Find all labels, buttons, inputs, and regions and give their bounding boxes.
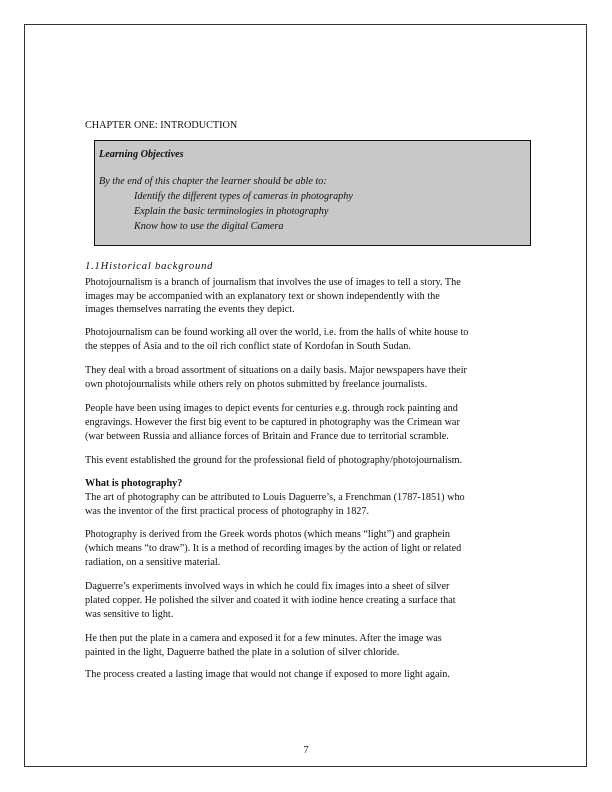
paragraph-line: Photography is derived from the Greek words photos (which means “light”) and graphein (85, 529, 450, 540)
objective-item: Explain the basic terminologies in photography (134, 206, 329, 217)
objectives-heading: Learning Objectives (99, 149, 184, 160)
paragraph-line: painted in the light, Daguerre bathed the plate in a solution of silver chloride. (85, 647, 400, 658)
paragraph-line: was the inventor of the first practical process of photography in 1827. (85, 506, 370, 517)
chapter-title: CHAPTER ONE: INTRODUCTION (85, 120, 238, 131)
paragraph-line: Photojournalism is a branch of journalism that involves the use of images to tell a story. The (85, 277, 461, 288)
paragraph-line: He then put the plate in a camera and exposed it for a few minutes. After the image was (85, 633, 442, 644)
objective-item: Know how to use the digital Camera (134, 221, 284, 232)
paragraph-line: images may be accompanied with an explanatory text or shown independently with the (85, 291, 440, 302)
paragraph-line: was sensitive to light. (85, 609, 174, 620)
paragraph-line: images themselves narrating the events they depict. (85, 304, 295, 315)
paragraph-line: The art of photography can be attributed to Louis Daguerre’s, a Frenchman (1787-1851) who (85, 492, 465, 503)
page-number: 7 (303, 745, 309, 756)
paragraph-line: People have been using images to depict events for centuries e.g. through rock painting and (85, 403, 458, 414)
paragraph-line: (which means “to draw”). It is a method of recording images by the action of light or related (85, 543, 462, 554)
paragraph-line: radiation, on a sensitive material. (85, 557, 221, 568)
paragraph-line: own photojournalists while others rely on photos submitted by freelance journalists. (85, 379, 428, 390)
objectives-intro: By the end of this chapter the learner should be able to: (99, 176, 327, 187)
paragraph-line: This event established the ground for the professional field of photography/photojournalism. (85, 455, 463, 466)
paragraph-line: Photojournalism can be found working all over the world, i.e. from the halls of white house to (85, 327, 469, 338)
subheading: What is photography? (85, 478, 183, 489)
paragraph-line: The process created a lasting image that would not change if exposed to more light again. (85, 669, 450, 680)
paragraph-line: (war between Russia and alliance forces of Britain and France due to territorial scramble. (85, 431, 449, 442)
paragraph-line: the steppes of Asia and to the oil rich conflict state of Kordofan in South Sudan. (85, 341, 411, 352)
paragraph-line: engravings. However the first big event to be captured in photography was the Crimean war (85, 417, 460, 428)
paragraph-line: plated copper. He polished the silver and coated it with iodine hence creating a surface that (85, 595, 456, 606)
paragraph-line: Daguerre’s experiments involved ways in which he could fix images into a sheet of silver (85, 581, 450, 592)
objective-item: Identify the different types of cameras in photography (134, 191, 353, 202)
paragraph-line: They deal with a broad assortment of situations on a daily basis. Major newspapers have their (85, 365, 467, 376)
section-heading: 1.1Historical background (85, 261, 214, 272)
